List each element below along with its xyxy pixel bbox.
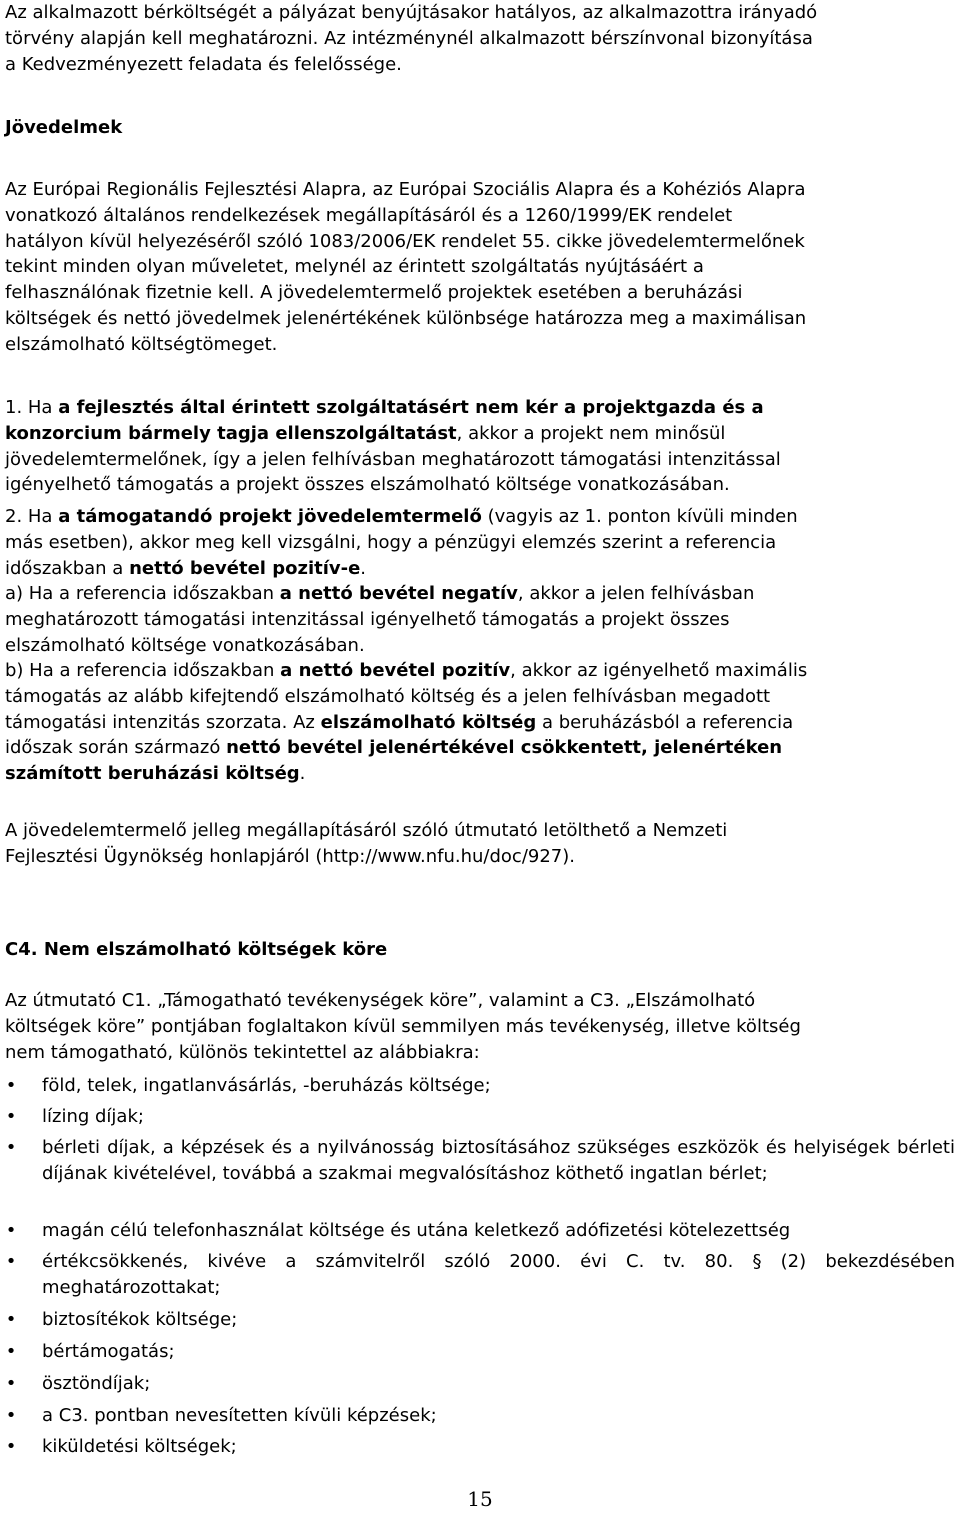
bullet-icon: • xyxy=(5,1251,17,1272)
text-line: 1. Ha a fejlesztés által érintett szolgáltatásért nem kér a projektgazda és a xyxy=(5,397,764,418)
text-line: nem támogatható, különös tekintettel az alábbiakra: xyxy=(5,1041,480,1063)
text-line: meghatározott támogatási intenzitással igényelhető támogatás a projekt összes xyxy=(5,608,730,630)
intro-paragraph xyxy=(5,0,955,77)
list-item: • kiküldetési költségek; xyxy=(5,1434,955,1460)
text-line: Az alkalmazott bérköltségét a pályázat benyújtásakor hatályos, az alkalmazottra irányadó xyxy=(5,2,818,23)
bullet-icon: • xyxy=(5,1106,17,1127)
text-line: Az Európai Regionális Fejlesztési Alapra, az Európai Szociális Alapra és a Kohéziós Alapra xyxy=(5,179,806,200)
point-2-paragraph xyxy=(5,504,955,581)
list-item: • a C3. pontban nevesítetten kívüli képzések; xyxy=(5,1403,955,1429)
bullet-icon: • xyxy=(5,1309,17,1330)
text-line: jövedelemtermelőnek, így a jelen felhívásban meghatározott támogatási intenzitással xyxy=(5,448,781,470)
point-b-paragraph xyxy=(5,658,955,787)
text-line: 2. Ha a támogatandó projekt jövedelemtermelő (vagyis az 1. ponton kívüli minden xyxy=(5,506,798,527)
point-a-paragraph xyxy=(5,581,955,658)
bold-text: a támogatandó projekt jövedelemtermelő xyxy=(58,506,482,527)
text-line: Fejlesztési Ügynökség honlapjáról (http://www.nfu.hu/doc/927). xyxy=(5,845,575,867)
bullet-icon: • xyxy=(5,1373,17,1394)
list-item: • lízing díjak; xyxy=(5,1104,955,1130)
text-line: vonatkozó általános rendelkezések megállapításáról és a 1260/1999/EK rendelet xyxy=(5,204,733,226)
point-1-paragraph xyxy=(5,395,955,498)
text-line: b) Ha a referencia időszakban a nettó bevétel pozitív, akkor az igényelhető maximális xyxy=(5,660,808,681)
text-line: Az útmutató C1. „Támogatható tevékenységek köre”, valamint a C3. „Elszámolható xyxy=(5,990,756,1011)
text-line: támogatás az alább kifejtendő elszámolható költség és a jelen felhívásban megadott xyxy=(5,685,771,707)
bold-text: nettó bevétel jelenértékével csökkentett, jelenértéken xyxy=(226,737,783,759)
text-line: igényelhető támogatás a projekt összes elszámolható költsége vonatkozásában. xyxy=(5,474,730,496)
bold-text: nettó bevétel pozitív-e xyxy=(129,557,361,579)
bold-text: a fejlesztés által érintett szolgáltatásért nem kér a projektgazda és a xyxy=(58,397,764,418)
bold-text: a nettó bevétel pozitív xyxy=(280,660,511,681)
text-line: költségek köre” pontjában foglaltakon kívül semmilyen más tevékenység, illetve költség xyxy=(5,1015,801,1037)
bold-text: konzorcium bármely tagja ellenszolgáltatást xyxy=(5,422,457,444)
bullet-icon: • xyxy=(5,1405,17,1426)
text-line: konzorcium bármely tagja ellenszolgáltatást, akkor a projekt nem minősül xyxy=(5,422,726,444)
text-line: támogatási intenzitás szorzata. Az elszámolható költség a beruházásból a referencia xyxy=(5,711,794,733)
income-paragraph xyxy=(5,177,955,358)
text-line: elszámolható költségtömeget. xyxy=(5,333,278,355)
text-line: más esetben), akkor meg kell vizsgálni, hogy a pénzügyi elemzés szerint a referencia xyxy=(5,531,777,553)
bullet-icon: • xyxy=(5,1436,17,1457)
bullet-icon: • xyxy=(5,1341,17,1362)
bold-text: elszámolható költség xyxy=(320,711,537,733)
text-line: elszámolható költsége vonatkozásában. xyxy=(5,634,365,656)
list-item: • magán célú telefonhasználat költsége és utána keletkező adófizetési kötelezettség xyxy=(5,1218,955,1244)
guide-paragraph xyxy=(5,818,955,870)
text-line: költségek és nettó jövedelmek jelenértékének különbsége határozza meg a maximálisan xyxy=(5,307,807,329)
list-item: • bérleti díjak, a képzések és a nyilvánosság biztosításához szükséges eszközök és helyiségek bérleti díjának kivételével, továbbá a szakmai megvalósításhoz köthető ingatlan bérlet; xyxy=(5,1137,955,1184)
text-line: időszakban a nettó bevétel pozitív-e. xyxy=(5,557,367,579)
text-line: törvény alapján kell meghatározni. Az intézménynél alkalmazott bérszínvonal bizonyítása xyxy=(5,27,813,49)
section-heading-c4: C4. Nem elszámolható költségek köre xyxy=(5,939,388,960)
bullet-icon: • xyxy=(5,1220,17,1241)
list-item: • értékcsökkenés, kivéve a számvitelről szóló 2000. évi C. tv. 80. § (2) bekezdésében meghatározottakat; xyxy=(5,1251,955,1298)
list-item: • ösztöndíjak; xyxy=(5,1371,955,1397)
bold-text: a nettó bevétel negatív xyxy=(279,583,518,604)
text-line: A jövedelemtermelő jelleg megállapításáról szóló útmutató letölthető a Nemzeti xyxy=(5,820,728,841)
list-item: • biztosítékok költsége; xyxy=(5,1307,955,1333)
bullet-icon: • xyxy=(5,1075,17,1096)
page-number: 15 xyxy=(467,1487,493,1511)
text-line: időszak során származó nettó bevétel jelenértékével csökkentett, jelenértéken xyxy=(5,737,783,759)
section-heading-jovedelmek: Jövedelmek xyxy=(5,117,123,138)
list-item: • föld, telek, ingatlanvásárlás, -beruházás költsége; xyxy=(5,1073,955,1099)
text-line: a) Ha a referencia időszakban a nettó bevétel negatív, akkor a jelen felhívásban xyxy=(5,583,755,604)
text-line: a Kedvezményezett feladata és felelőssége. xyxy=(5,53,402,75)
text-line: hatályon kívül helyezéséről szóló 1083/2006/EK rendelet 55. cikke jövedelemtermelőnek xyxy=(5,230,805,252)
text-line: tekint minden olyan műveletet, melynél az érintett szolgáltatás nyújtásáért a xyxy=(5,256,704,278)
text-line: számított beruházási költség. xyxy=(5,763,306,785)
bold-text: számított beruházási költség xyxy=(5,763,300,785)
list-item: • bértámogatás; xyxy=(5,1339,955,1365)
c4-paragraph xyxy=(5,988,955,1065)
text-line: felhasználónak fizetnie kell. A jövedelemtermelő projektek esetében a beruházási xyxy=(5,282,743,304)
bullet-icon: • xyxy=(5,1137,17,1158)
